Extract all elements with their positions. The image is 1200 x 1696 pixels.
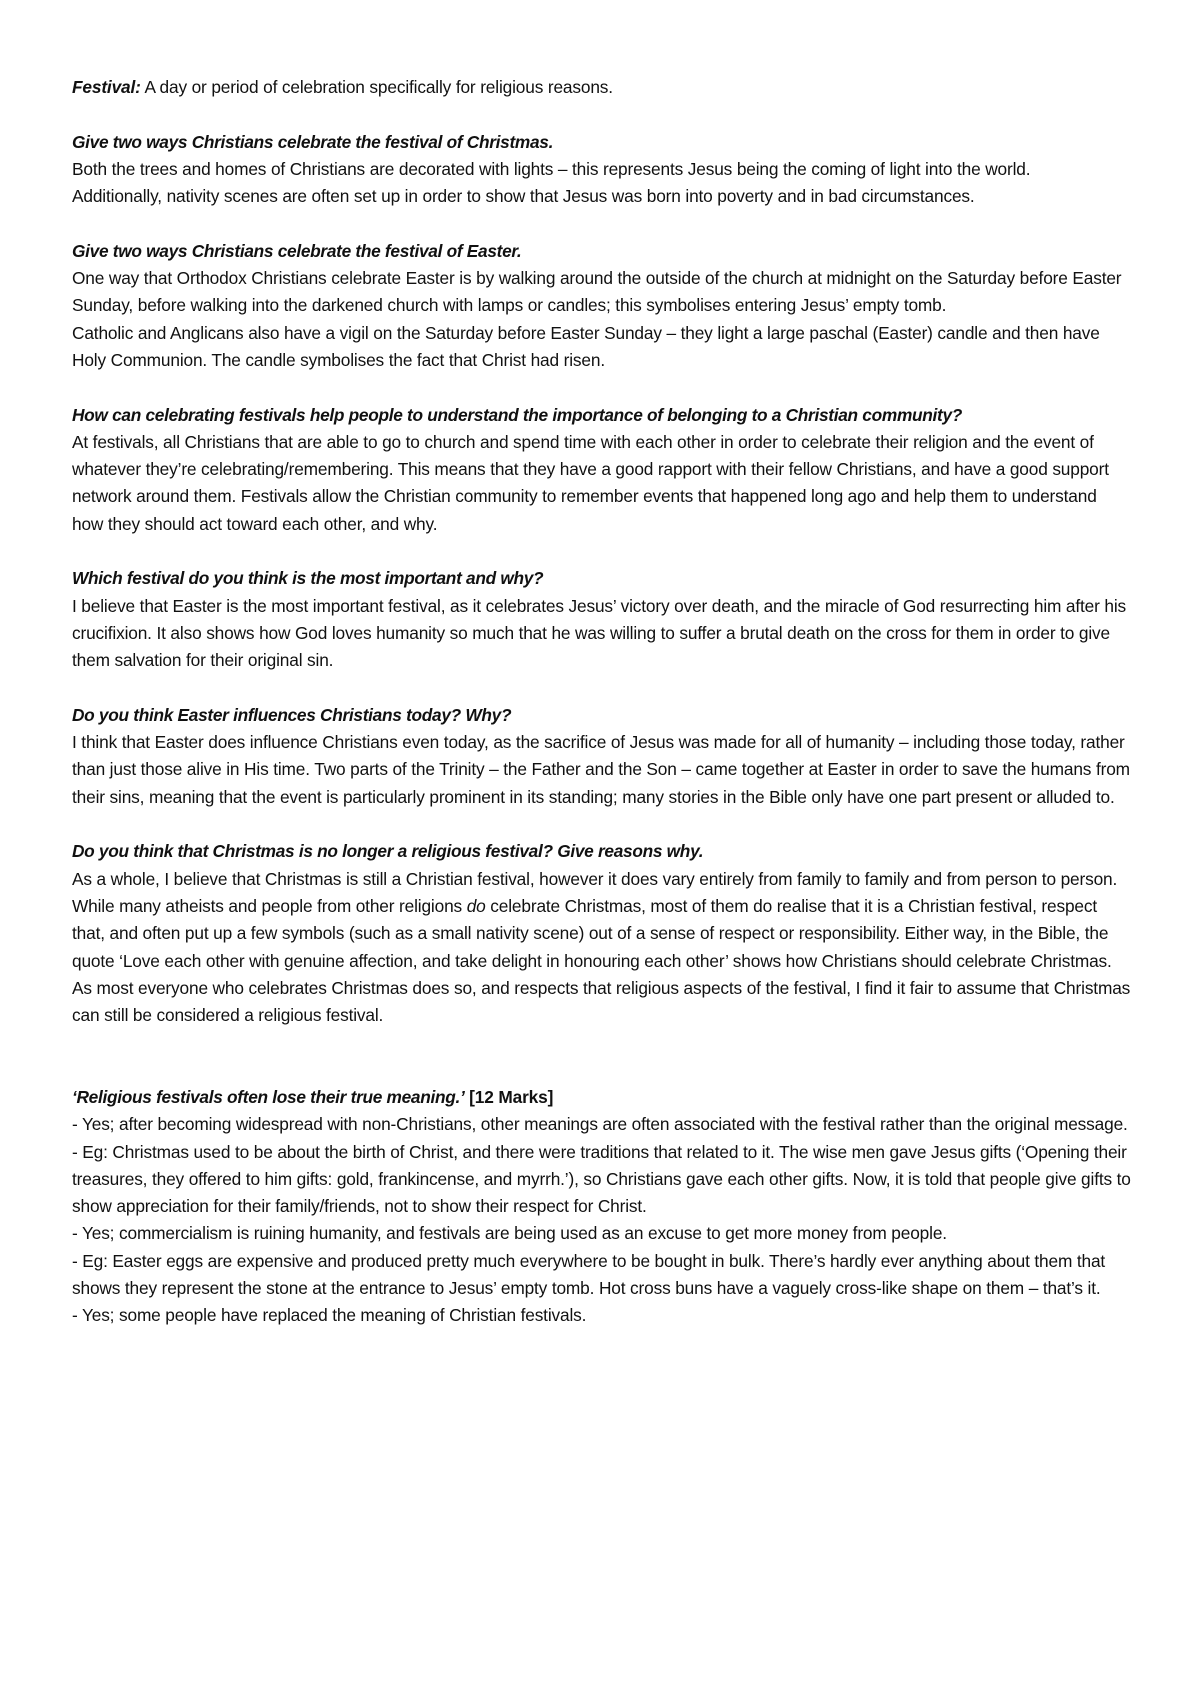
definition-term: Festival: xyxy=(72,77,141,97)
spacer xyxy=(72,101,1132,128)
answer-paragraph xyxy=(72,866,1132,1030)
emphasis-text: do xyxy=(466,895,486,916)
essay-point: - Yes; after becoming widespread with non-Christians, other meanings are often associated with the festival rather than the original message. xyxy=(72,1114,1128,1135)
answer-paragraph: At festivals, all Christians that are able to go to church and spend time with each other in order to celebrate their religion and the event of whatever they’re celebrating/remembering. This means that they have a good rapport with their fellow Christians, and have a good support network around them. Festivals allow the Christian community to remember events that happened long ago and help them to understand how they should act toward each other, and why. xyxy=(72,431,1109,534)
essay-point: - Yes; some people have replaced the meaning of Christian festivals. xyxy=(72,1305,587,1326)
essay-question: ‘Religious festivals often lose their true meaning.’ xyxy=(72,1086,465,1107)
answer-paragraph: One way that Orthodox Christians celebrate Easter is by walking around the outside of the church at midnight on the Saturday before Easter Sunday, before walking into the darkened church with lamps or candles; this symbolises entering Jesus’ empty tomb. xyxy=(72,268,1122,316)
spacer xyxy=(72,675,1132,702)
question-christmas-ways: Give two ways Christians celebrate the festival of Christmas. xyxy=(72,131,554,152)
essay-point: - Yes; commercialism is ruining humanity, and festivals are being used as an excuse to get more money from people. xyxy=(72,1223,947,1244)
answer-paragraph: Both the trees and homes of Christians are decorated with lights – this represents Jesus being the coming of light into the world. xyxy=(72,158,1031,179)
question-community: How can celebrating festivals help people to understand the importance of belonging to a Christian community? xyxy=(72,404,963,425)
question-easter-influence: Do you think Easter influences Christians today? Why? xyxy=(72,704,512,725)
essay-point: - Eg: Christmas used to be about the birth of Christ, and there were traditions that related to it. The wise men gave Jesus gifts (‘Opening their treasures, they offered to him gifts: gold, frankincense, and myrrh.’), so Christians gave each other gifts. Now, it is told that people give gifts to show appreciation for their family/friends, not to show their respect for Christ. xyxy=(72,1141,1131,1217)
spacer xyxy=(72,811,1132,838)
answer-paragraph: Additionally, nativity scenes are often set up in order to show that Jesus was born into poverty and in bad circumstances. xyxy=(72,186,975,207)
answer-text: As a whole, I believe that Christmas is still a Christian festival, however it does vary entirely from family to family and from person to person. While many atheists and people from other religions xyxy=(72,868,1118,916)
question-easter-ways: Give two ways Christians celebrate the festival of Easter. xyxy=(72,240,522,261)
spacer xyxy=(72,1029,1132,1084)
essay-heading xyxy=(72,1084,1132,1111)
answer-text: celebrate Christmas, most of them do realise that it is a Christian festival, respect that, and often put up a few symbols (such as a small nativity scene) out of a sense of respect or responsibility. Either way, in the Bible, the quote ‘Love each other with genuine affection, and take delight in honouring each other’ shows how Christians should celebrate Christmas. As most everyone who celebrates Christmas does so, and respects that religious aspects of the festival, I find it fair to assume that Christmas can still be considered a religious festival. xyxy=(72,895,1131,1026)
document-page xyxy=(72,74,1132,1330)
essay-point: - Eg: Easter eggs are expensive and produced pretty much everywhere to be bought in bulk. There’s hardly ever anything about them that shows they represent the stone at the entrance to Jesus’ empty tomb. Hot cross buns have a vaguely cross-like shape on them – that’s it. xyxy=(72,1250,1106,1299)
question-most-important: Which festival do you think is the most important and why? xyxy=(72,568,544,589)
essay-marks: [12 Marks] xyxy=(464,1086,554,1107)
answer-paragraph: I believe that Easter is the most important festival, as it celebrates Jesus’ victory over death, and the miracle of God resurrecting him after his crucifixion. It also shows how God loves humanity so much that he was willing to suffer a brutal death on the cross for them in order to give them salvation for their original sin. xyxy=(72,595,1127,671)
spacer xyxy=(72,538,1132,565)
answer-paragraph: I think that Easter does influence Christians even today, as the sacrifice of Jesus was made for all of humanity – including those today, rather than just those alive in His time. Two parts of the Trinity – the Father and the Son – came together at Easter in order to save the humans from their sins, meaning that the event is particularly prominent in its standing; many stories in the Bible only have one part present or alluded to. xyxy=(72,732,1130,807)
definition xyxy=(72,74,1132,101)
spacer xyxy=(72,210,1132,237)
answer-paragraph: Catholic and Anglicans also have a vigil on the Saturday before Easter Sunday – they light a large paschal (Easter) candle and then have Holy Communion. The candle symbolises the fact that Christ had risen. xyxy=(72,322,1100,370)
definition-text: A day or period of celebration specifically for religious reasons. xyxy=(140,77,613,97)
spacer xyxy=(72,374,1132,401)
question-christmas-religious: Do you think that Christmas is no longer a religious festival? Give reasons why. xyxy=(72,841,704,862)
